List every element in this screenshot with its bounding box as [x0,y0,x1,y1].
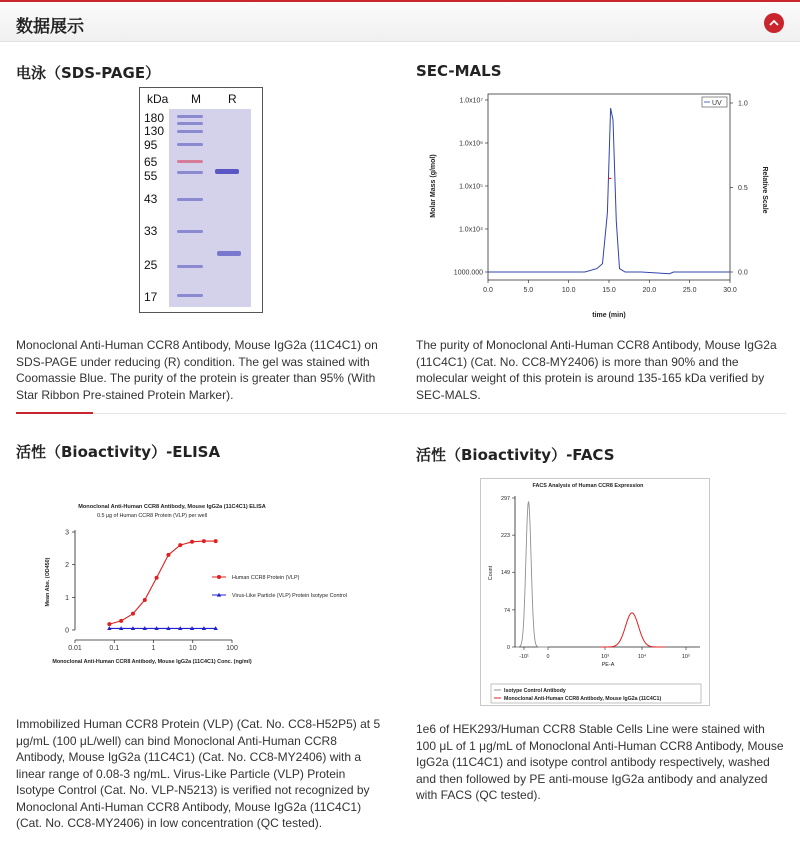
y-axis-title: Molar Mass (g/mol) [430,154,437,218]
section-divider [16,413,786,414]
y-tick-label: 1.0x10⁴ [458,226,483,234]
section-title: 数据展示 [16,17,84,37]
sec-mals-description: The purity of Monoclonal Anti-Human CCR8 Antibody, Mouse IgG2a (11C4C1) (Cat. No. CC8-MY2406) is more than 90% and the molecular weight of this protein is around 135-165 kDa verified by SEC-MALS. [416,338,777,402]
gel-marker-label: 55 [144,169,158,183]
gel-marker-band [177,171,203,174]
x-axis-title: PE-A [601,662,615,668]
section-divider-accent [16,412,93,414]
gel-marker-label: 17 [144,290,158,304]
uv-line [488,108,730,274]
x-tick-label: 25.0 [682,287,697,294]
y-tick-label: 1.0x10⁷ [459,97,483,105]
x-axis-title: time (min) [592,312,626,319]
sds-page-description: Monoclonal Anti-Human CCR8 Antibody, Mouse IgG2a (11C4C1) on SDS-PAGE under reducing (R) condition. The gel was stained with Coomassie Blue. The purity of the protein is greater than 95% (With Star Ribbon Pre-stained Protein Marker). [16,338,378,402]
sec-mals-title: SEC-MALS [416,62,502,80]
legend-label: Isotype Control Antibody [504,688,566,694]
data-point [131,612,135,616]
data-point [190,540,194,544]
x-tick-label: 10³ [601,654,609,660]
gel-marker-band [177,115,203,118]
y2-tick-label: 0.5 [738,185,748,192]
elisa-chart-title: Monoclonal Anti-Human CCR8 Antibody, Mouse IgG2a (11C4C1) ELISA [78,504,266,510]
y2-tick-label: 1.0 [738,100,748,108]
x-tick-label: 1 [151,645,156,652]
legend-label: Virus-Like Particle (VLP) Protein Isotype Control [232,593,347,599]
gel-marker-band [177,130,203,133]
x-tick-label: 100 [226,645,238,652]
gel-col-m: M [191,92,201,106]
x-tick-label: 0.1 [109,645,120,652]
y-tick-label: 297 [501,496,510,502]
x-tick-label: 20.0 [642,287,657,294]
x-tick-label: 5.0 [523,287,534,294]
facs-title: 活性（Bioactivity）-FACS [416,446,615,464]
gel-marker-band [177,143,203,146]
x-tick-label: 10⁵ [681,654,691,660]
y-tick-label: 74 [504,607,510,614]
x-tick-label: 30.0 [723,287,737,294]
section-header [0,0,800,42]
x-tick-label: 0.01 [68,645,82,652]
x-tick-label: -10¹ [519,654,529,660]
y2-tick-label: 0.0 [738,269,748,277]
data-point [107,622,111,626]
x-tick-label: 10.0 [561,287,576,294]
y-tick-label: 0 [507,645,510,651]
y2-axis-title: Relative Scale [761,166,768,214]
series-line-0 [109,541,215,624]
gel-marker-band [177,265,203,268]
data-point [143,598,147,602]
gel-marker-band [177,230,203,233]
gel-marker-band [177,160,203,163]
gel-marker-label: 180 [144,111,165,125]
chevron-up-icon[interactable] [764,13,784,33]
facs-chart [480,478,710,706]
plot-frame [488,94,730,280]
y-axis-title: Mean Abs. (OD450) [45,557,51,607]
gel-sample-band-light [217,251,241,256]
x-tick-label: 0 [546,654,550,660]
x-tick-label: 10 [188,645,197,652]
elisa-title: 活性（Bioactivity）-ELISA [16,443,221,461]
facs-description: 1e6 of HEK293/Human CCR8 Stable Cells Line were stained with 100 μL of 1 μg/mL of Monoclonal Anti-Human CCR8 Antibody, Mouse IgG2a (11C4C1) and isotype control antibody respectively, washed and then followed by PE anti-mouse IgG2a antibody and analyzed with FACS (QC tested). [416,722,784,802]
gel-marker-label: 33 [144,224,158,238]
x-tick-label: 0.0 [483,287,493,294]
y-tick-label: 1 [65,594,69,602]
sds-page-gel-image [139,87,263,313]
legend-label: UV [712,100,722,107]
data-point [202,539,206,543]
y-axis-title: Count [488,565,494,581]
sds-page-title: 电泳（SDS-PAGE） [16,64,161,82]
elisa-description: Immobilized Human CCR8 Protein (VLP) (Cat. No. CC8-H52P5) at 5 μg/mL (100 μL/well) can bind Monoclonal Anti-Human CCR8 Antibody, Mouse IgG2a (11C4C1) (Cat. No. CC8-MY2406) with a linear range of 0.08-3 ng/mL. Virus-Like Particle (VLP) Protein Isotype Control (Cat. No. VLP-N5213) is verified not recognized by Monoclonal Anti-Human CCR8 Antibody, Mouse IgG2a (11C4C1) (Cat. No. CC8-MY2406) in low concentration (QC tested). [16,717,381,830]
y-tick-label: 1000.000 [453,269,483,277]
legend-label: Human CCR8 Protein (VLP) [232,575,300,581]
elisa-chart-subtitle: 0.5 μg of Human CCR8 Protein (VLP) per well [96,513,208,519]
gel-marker-band [177,198,203,201]
gel-marker-label: 130 [144,124,165,138]
gel-marker-band [177,122,203,125]
y-tick-label: 0 [65,627,69,635]
data-point [155,576,159,580]
y-tick-label: 1.0x10⁶ [459,140,483,148]
x-axis-title: Monoclonal Anti-Human CCR8 Antibody, Mouse IgG2a (11C4C1) Conc. (ng/ml) [52,659,252,665]
gel-col-r: R [228,92,237,106]
elisa-chart [28,496,388,672]
data-point [178,543,182,547]
y-tick-label: 3 [65,529,69,537]
data-point [214,539,218,543]
sec-mals-chart [425,86,780,326]
x-tick-label: 15.0 [602,287,616,294]
x-tick-label: 10⁴ [637,654,647,660]
gel-marker-band [177,294,203,297]
gel-sample-band-heavy [215,169,239,174]
data-point [166,553,170,557]
y-tick-label: 223 [501,533,510,540]
y-tick-label: 1.0x10⁵ [459,183,483,191]
data-point [119,619,123,623]
gel-marker-label: 95 [144,138,158,152]
gel-col-kda: kDa [147,92,169,106]
gel-marker-label: 25 [144,258,158,272]
gel-marker-label: 43 [144,192,158,206]
legend-marker [217,575,221,579]
facs-chart-title: FACS Analysis of Human CCR8 Expression [532,483,644,489]
y-tick-label: 2 [65,562,69,570]
y-tick-label: 149 [501,570,510,577]
gel-marker-label: 65 [144,155,158,169]
legend-label: Monoclonal Anti-Human CCR8 Antibody, Mouse IgG2a (11C4C1) [504,696,662,702]
